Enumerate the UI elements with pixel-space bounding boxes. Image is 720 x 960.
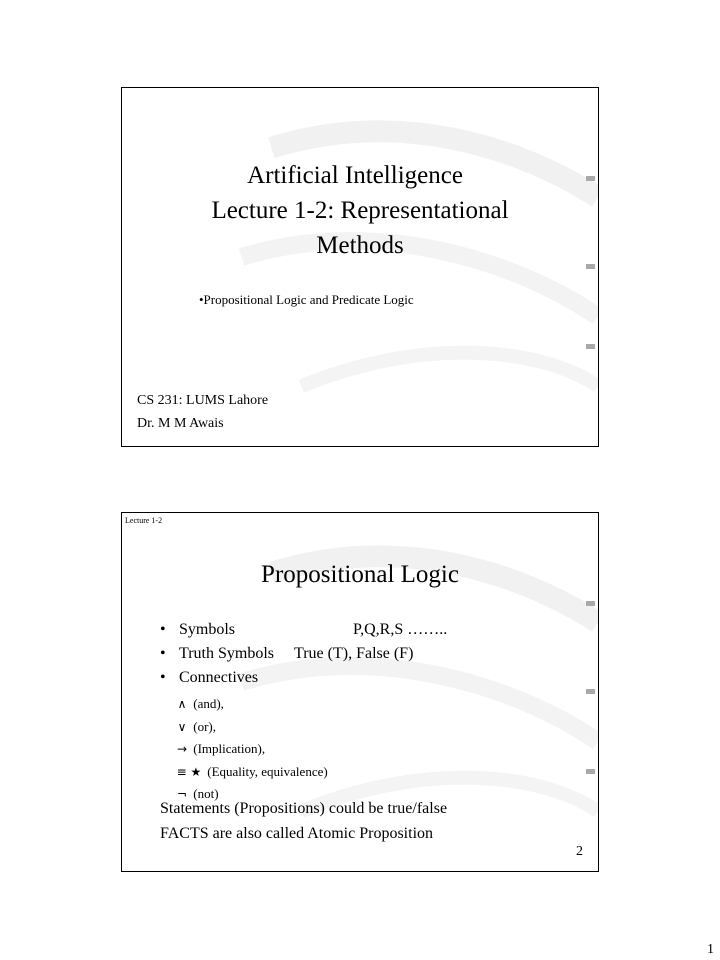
- not-icon: ¬: [176, 787, 188, 801]
- and-icon: ∧: [177, 697, 187, 711]
- slide-1-title: [122, 158, 598, 263]
- bullet-dot: •: [160, 669, 166, 686]
- statement-line: FACTS are also called Atomic Proposition: [160, 825, 434, 842]
- decorative-tick: [586, 264, 595, 269]
- connective-text: (Equality, equivalence): [207, 763, 328, 779]
- statements: [160, 796, 447, 846]
- title-line-2: Lecture 1-2: Representational: [211, 197, 509, 224]
- author-label: Dr. M M Awais: [137, 416, 224, 431]
- slide-number: 2: [576, 844, 583, 859]
- list-item-value: P,Q,R,S ……..: [353, 621, 448, 638]
- or-icon: ∨: [177, 719, 187, 734]
- list-item-label: Connectives: [179, 669, 259, 686]
- decorative-tick: [586, 344, 595, 349]
- connective-text: (not): [193, 786, 219, 801]
- list-item-label: Truth Symbols: [179, 645, 274, 662]
- bullet-dot: •: [160, 645, 166, 662]
- title-line-1: Artificial Intelligence: [247, 162, 463, 189]
- slide-1-bullet: •Propositional Logic and Predicate Logic: [199, 292, 414, 307]
- equivalence-icon: ≡ ★: [176, 764, 202, 779]
- slide-header: Lecture 1-2: [125, 516, 163, 525]
- slide-1: [121, 87, 599, 447]
- connectives-list: [174, 693, 328, 806]
- list-item-value: True (T), False (F): [294, 645, 414, 662]
- bullet-dot: •: [160, 621, 166, 638]
- connective-item: [174, 761, 328, 784]
- decorative-tick: [586, 601, 595, 606]
- list-item-label: Symbols: [179, 621, 236, 638]
- page-number: 1: [707, 942, 714, 957]
- decorative-tick: [586, 769, 595, 774]
- connective-text: (and),: [193, 696, 224, 711]
- course-label: CS 231: LUMS Lahore: [137, 393, 269, 408]
- slide-1-footer: [137, 389, 268, 435]
- connective-item: [174, 716, 328, 739]
- slide-2-title: Propositional Logic: [261, 561, 459, 588]
- slide-2: [121, 512, 599, 872]
- statement-line: Statements (Propositions) could be true/false: [160, 800, 448, 817]
- connective-item: [174, 693, 328, 716]
- title-line-3: Methods: [316, 232, 404, 259]
- connective-text: (Implication),: [193, 741, 266, 756]
- connective-text: (or),: [193, 718, 216, 734]
- decorative-tick: [586, 689, 595, 694]
- implication-icon: →: [176, 742, 188, 756]
- connective-item: [174, 738, 328, 761]
